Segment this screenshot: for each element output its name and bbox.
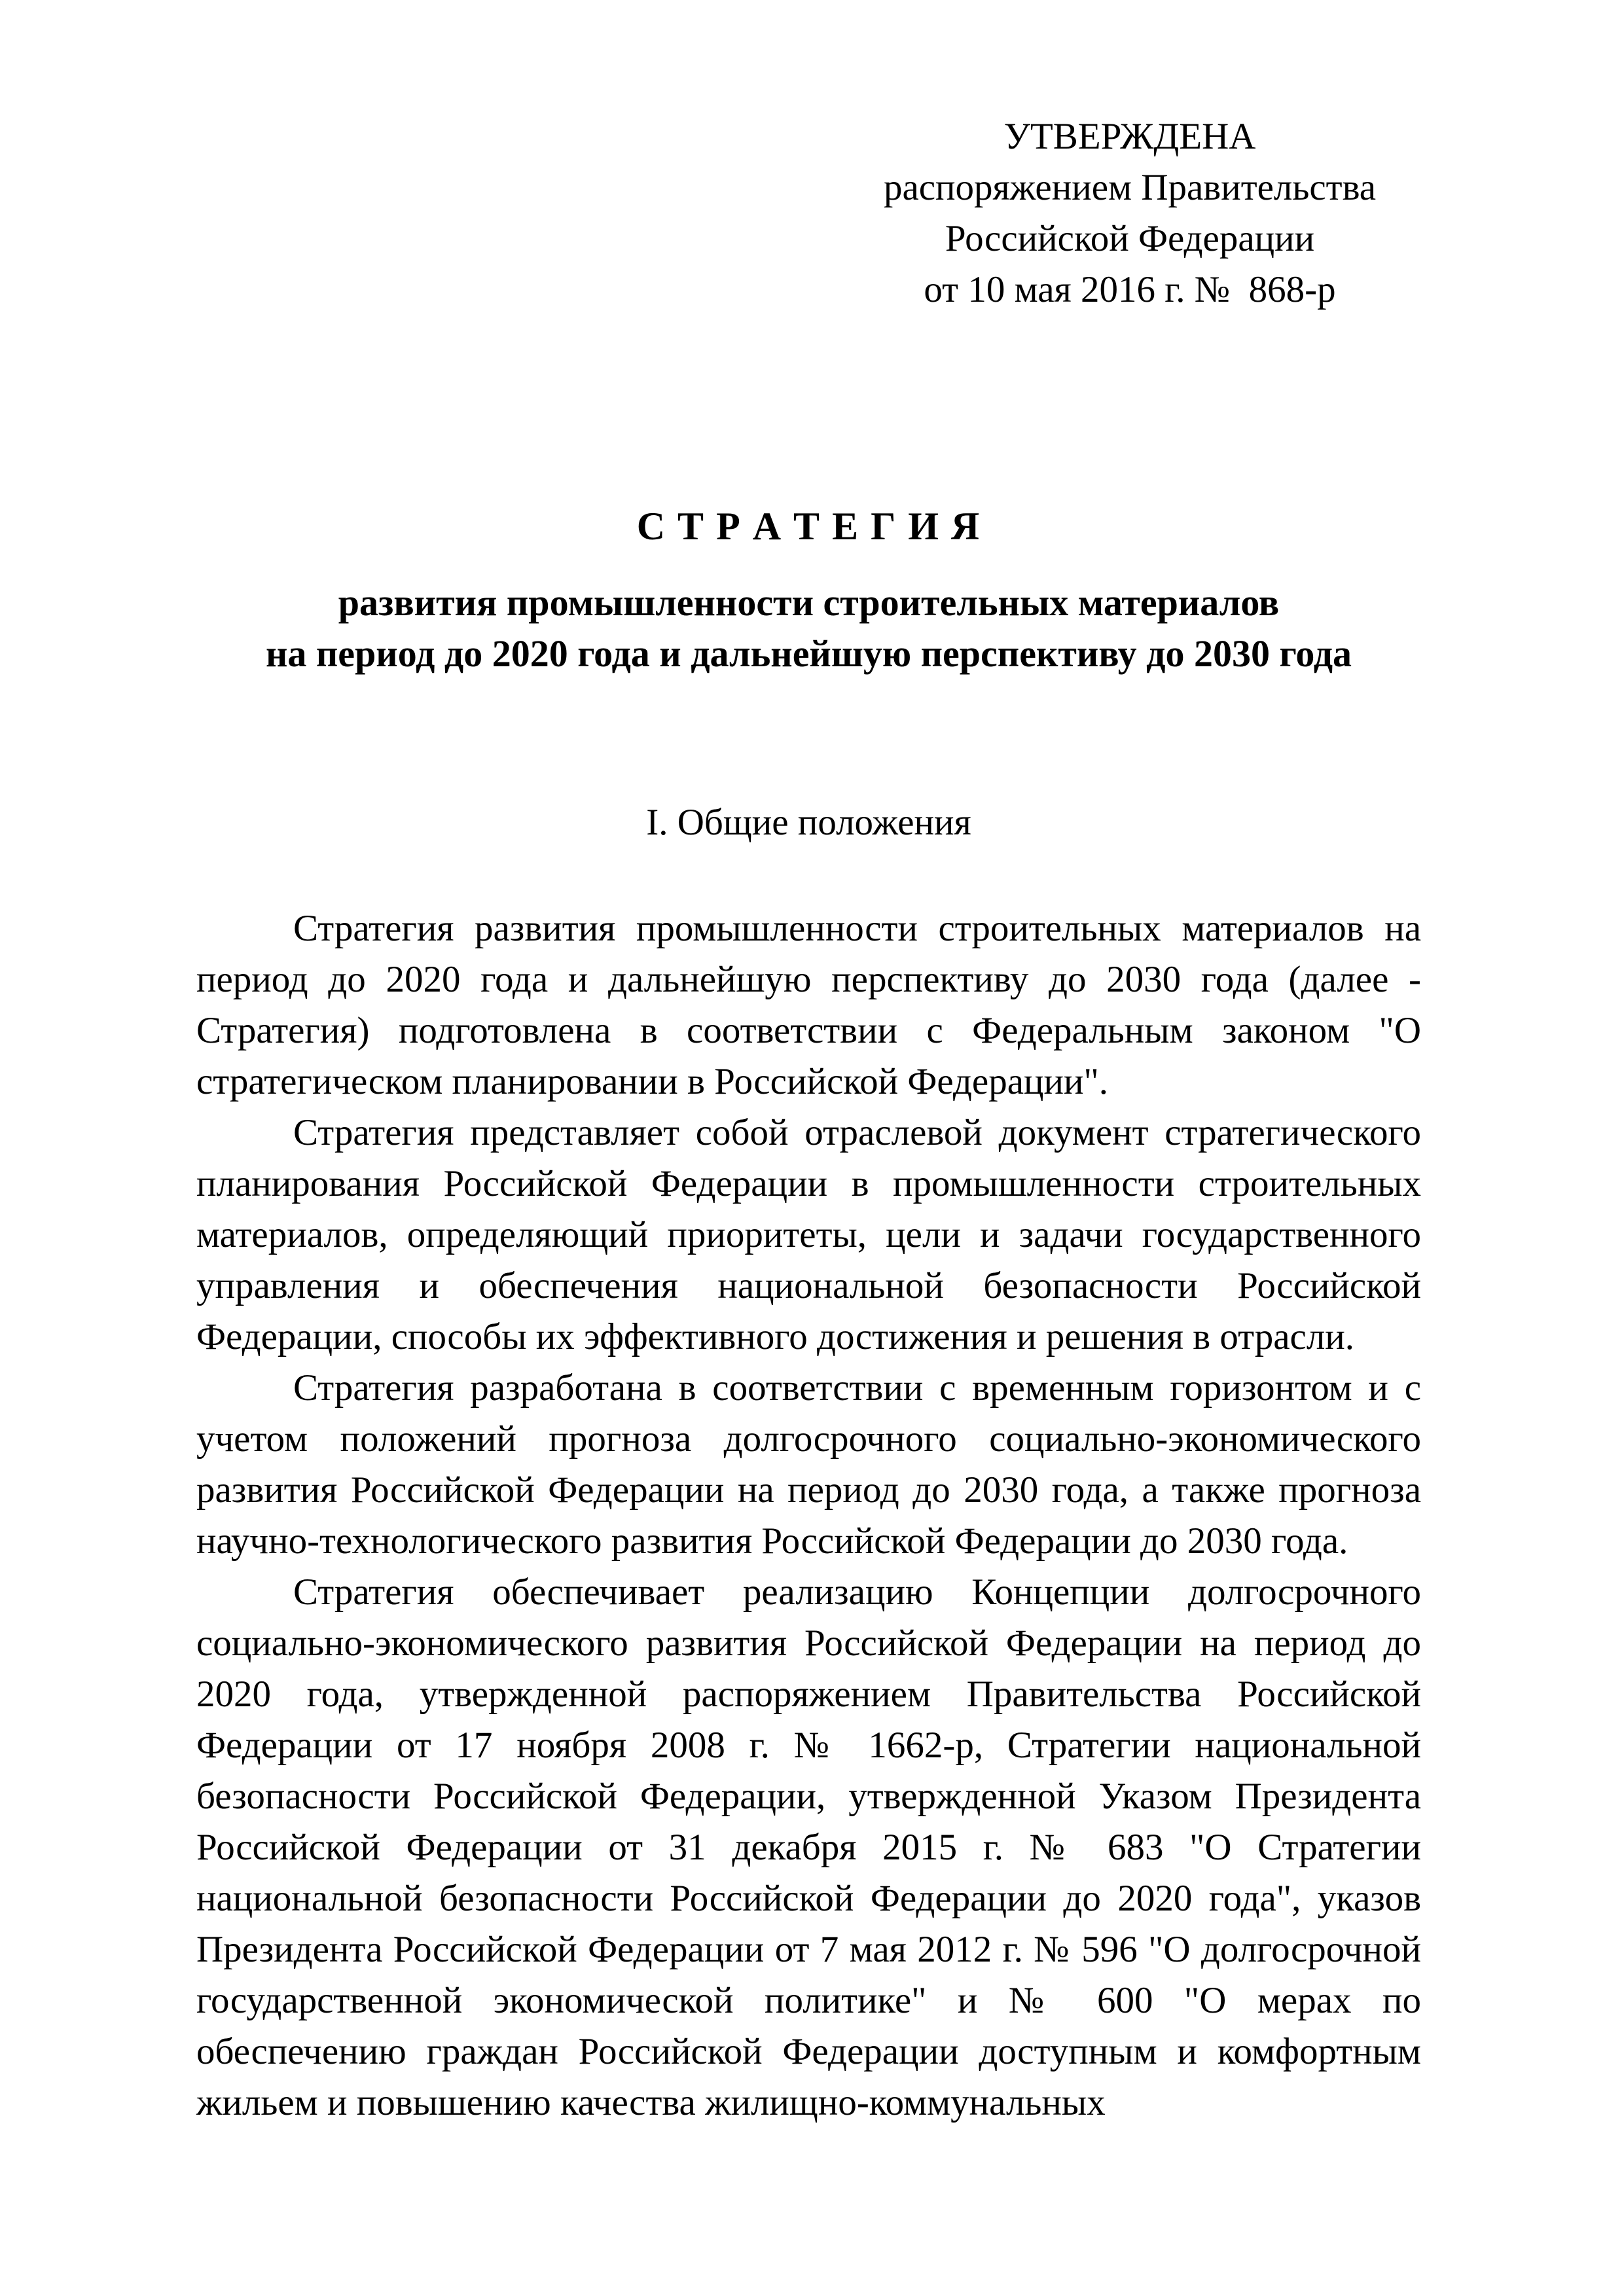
paragraph: Стратегия развития промышленности строительных материалов на период до 2020 года и дальнейшую перспективу до 2030 года (далее - Стратегия) подготовлена в соответствии с Федеральным законом "О стратегическом планировании в Российской Федерации". xyxy=(196,908,1421,1102)
document-title: С Т Р А Т Е Г И Я xyxy=(636,505,981,548)
document-body xyxy=(196,903,1421,2128)
approval-block xyxy=(839,111,1421,315)
approval-line-4: от 10 мая 2016 г. № 868-р xyxy=(924,269,1336,310)
approval-line-1: УТВЕРЖДЕНА xyxy=(1003,116,1256,157)
document-subtitle-line-1: развития промышленности строительных материалов xyxy=(338,581,1280,624)
paragraph: Стратегия обеспечивает реализацию Концепции долгосрочного социально-экономического развития Российской Федерации на период до 2020 года, утвержденной распоряжением Правительства Российской Федерации от 17 ноября 2008 г. № 1662-р, Стратегии национальной безопасности Российской Федерации, утвержденной Указом Президента Российской Федерации от 31 декабря 2015 г. № 683 "О Стратегии национальной безопасности Российской Федерации до 2020 года", указов Президента Российской Федерации от 7 мая 2012 г. № 596 "О долгосрочной государственной экономической политике" и № 600 "О мерах по обеспечению граждан Российской Федерации доступным и комфортным жильем и повышению качества жилищно-коммунальных xyxy=(196,1571,1421,2123)
approval-line-3: Российской Федерации xyxy=(945,218,1315,259)
title-block xyxy=(196,499,1421,679)
paragraph: Стратегия разработана в соответствии с временным горизонтом и с учетом положений прогноза долгосрочного социально-экономического развития Российской Федерации на период до 2030 года, а также прогноза научно-технологического развития Российской Федерации до 2030 года. xyxy=(196,1367,1421,1562)
section-heading: I. Общие положения xyxy=(646,802,971,843)
approval-line-2: распоряжением Правительства xyxy=(883,167,1377,208)
document-subtitle-line-2: на период до 2020 года и дальнейшую перспективу до 2030 года xyxy=(265,632,1352,675)
paragraph: Стратегия представляет собой отраслевой документ стратегического планирования Российской Федерации в промышленности строительных материалов, определяющий приоритеты, цели и задачи государственного управления и обеспечения национальной безопасности Российской Федерации, способы их эффективного достижения и решения в отрасли. xyxy=(196,1112,1421,1357)
